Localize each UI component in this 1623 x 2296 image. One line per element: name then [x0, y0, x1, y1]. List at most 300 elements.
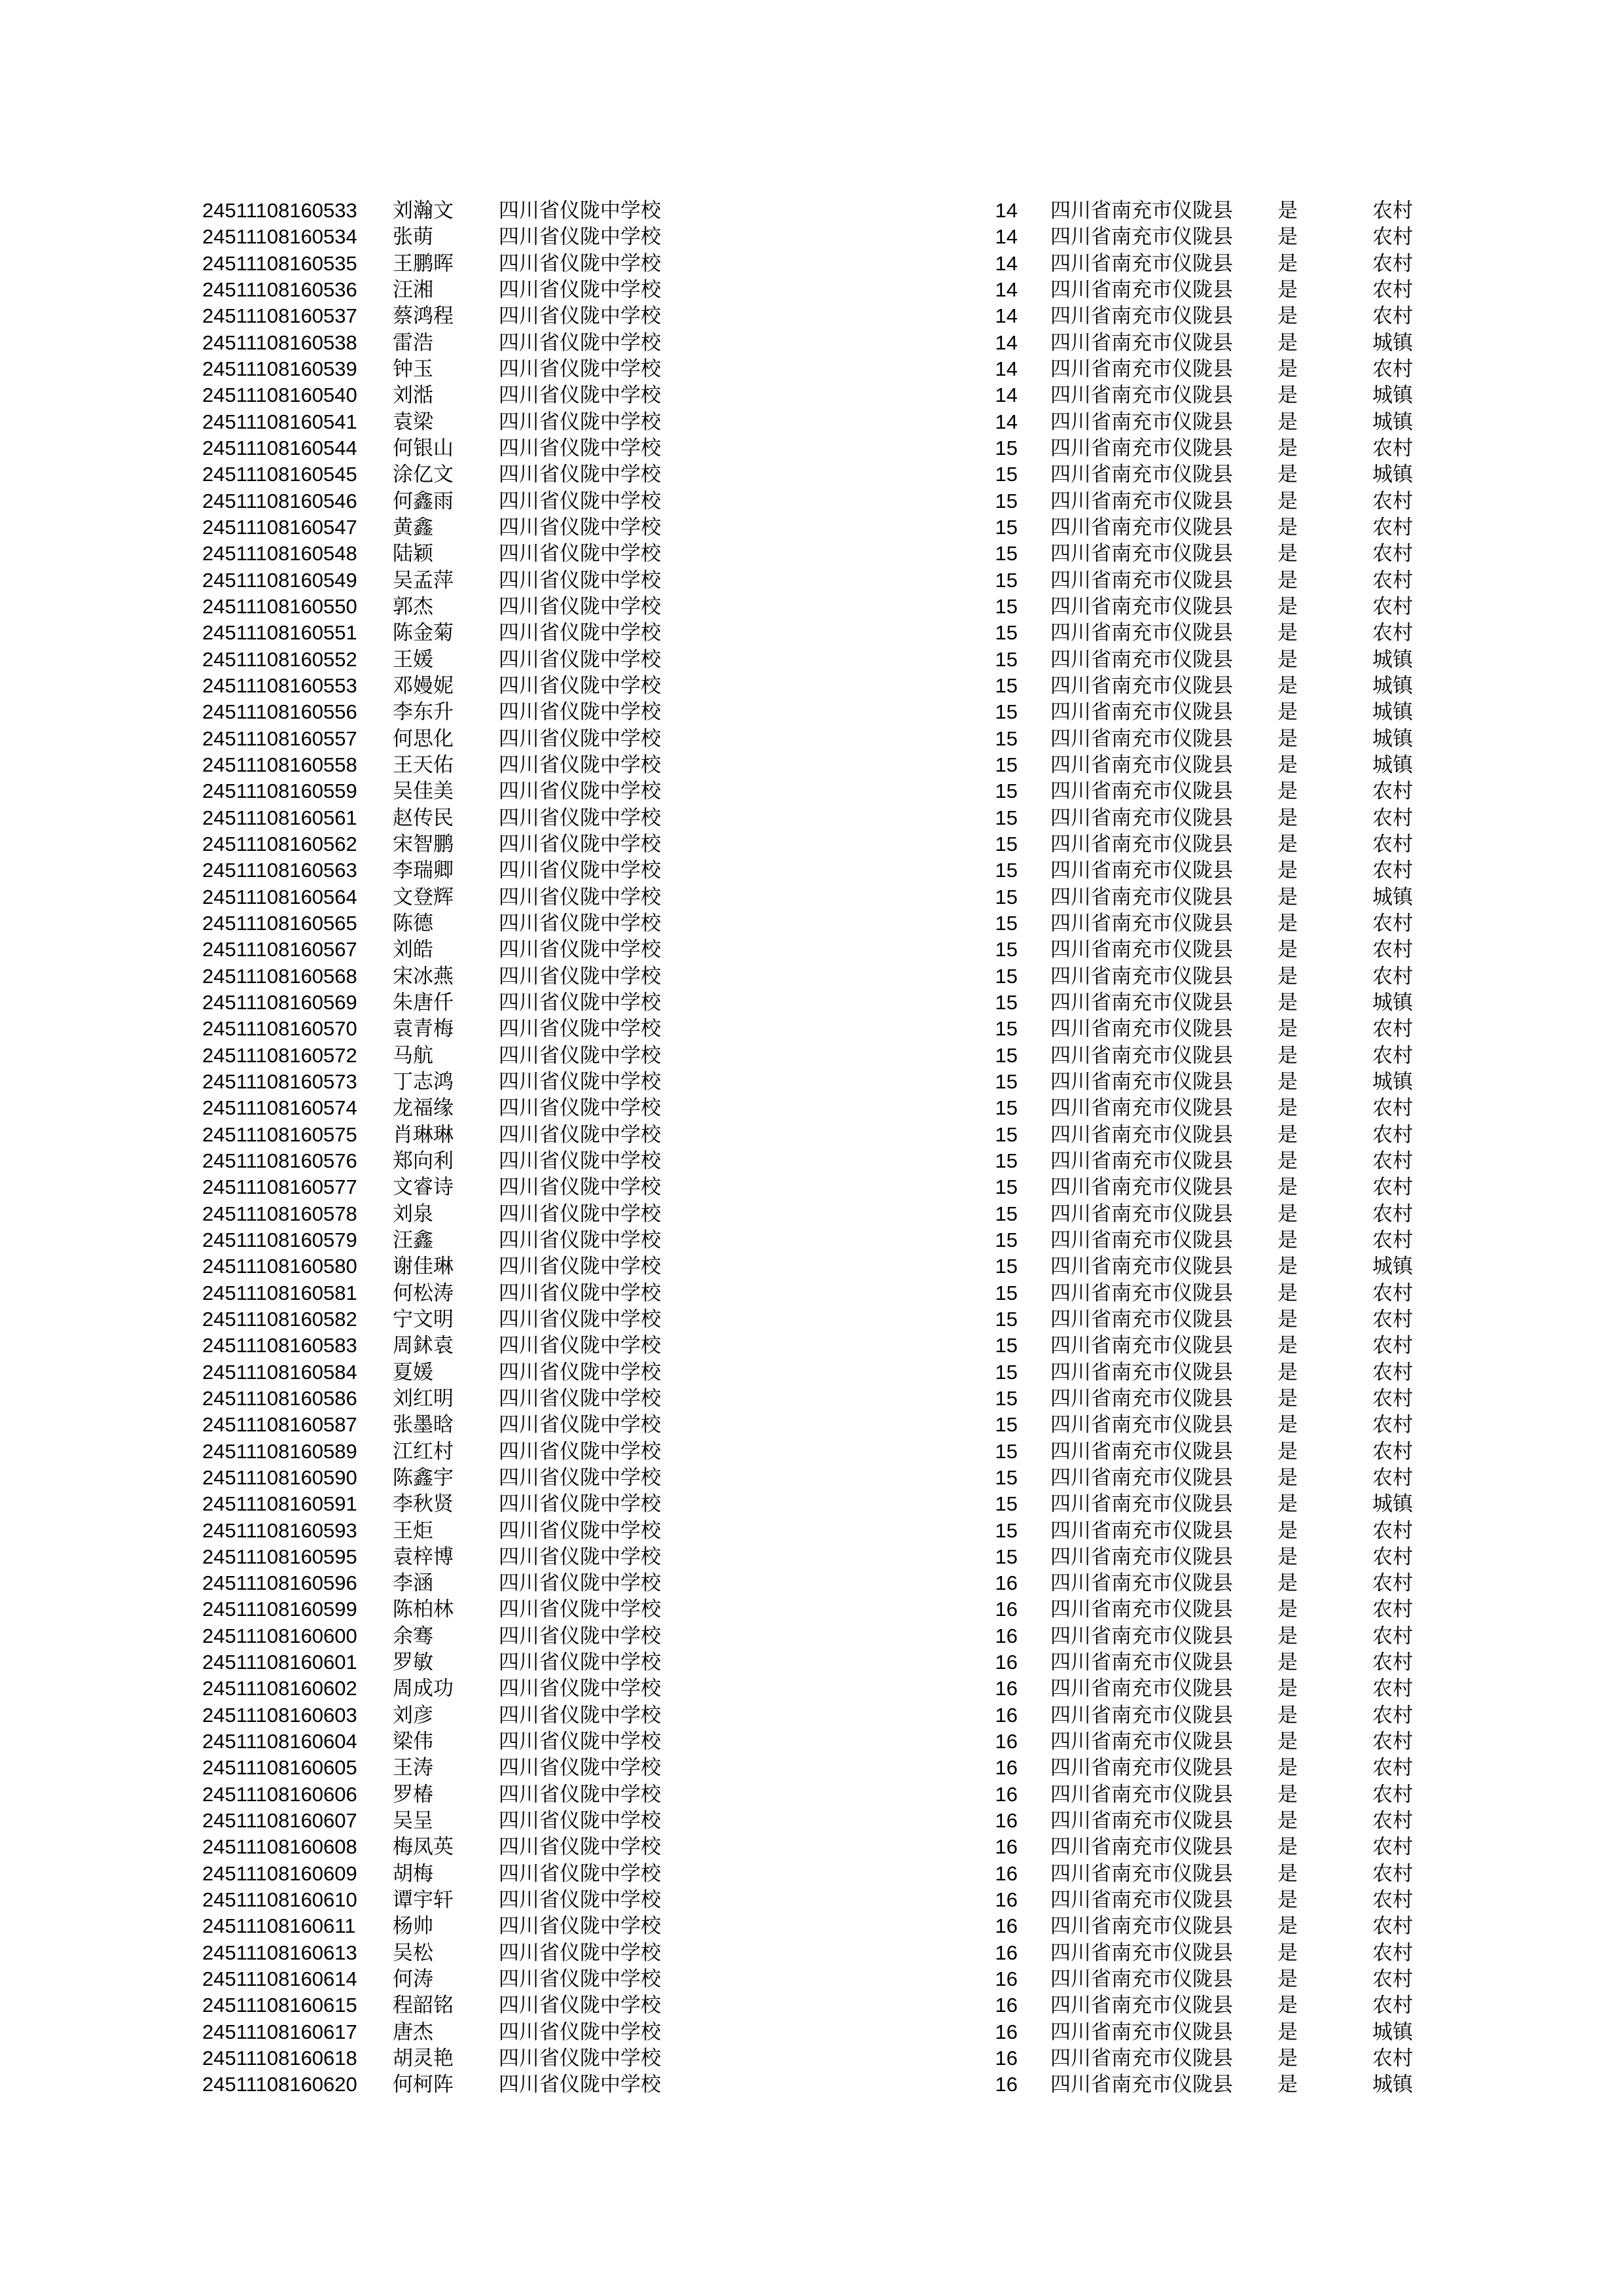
number-value: 15: [995, 832, 1018, 855]
school-name: 四川省仪陇中学校: [499, 1255, 661, 1278]
exam-number: 24511108160614: [202, 1967, 357, 1991]
school-name: 四川省仪陇中学校: [499, 1651, 661, 1674]
school-name: 四川省仪陇中学校: [499, 964, 661, 988]
flag-value: 是: [1277, 1175, 1298, 1199]
area-type: 农村: [1372, 1043, 1413, 1067]
flag-value: 是: [1277, 515, 1298, 539]
table-row: [0, 594, 1623, 620]
number-value: 15: [995, 990, 1018, 1014]
area-type: 城镇: [1372, 1492, 1413, 1516]
student-name: 张萌: [393, 225, 433, 249]
school-name: 四川省仪陇中学校: [499, 410, 661, 433]
address: 四川省南充市仪陇县: [1050, 1043, 1233, 1067]
address: 四川省南充市仪陇县: [1050, 859, 1233, 882]
address: 四川省南充市仪陇县: [1050, 1069, 1233, 1093]
exam-number: 24511108160613: [202, 1941, 357, 1964]
number-value: 15: [995, 1017, 1018, 1041]
table-row: [0, 514, 1623, 541]
exam-number: 24511108160568: [202, 964, 357, 988]
area-type: 农村: [1372, 1651, 1413, 1674]
flag-value: 是: [1277, 436, 1298, 459]
exam-number: 24511108160545: [202, 463, 357, 486]
exam-number: 24511108160569: [202, 990, 357, 1014]
exam-number: 24511108160578: [202, 1202, 357, 1225]
exam-number: 24511108160550: [202, 594, 357, 618]
flag-value: 是: [1277, 1096, 1298, 1120]
address: 四川省南充市仪陇县: [1050, 1861, 1233, 1885]
number-value: 15: [995, 515, 1018, 539]
student-name: 李涵: [393, 1571, 433, 1595]
exam-number: 24511108160573: [202, 1069, 357, 1093]
school-name: 四川省仪陇中学校: [499, 832, 661, 855]
exam-number: 24511108160537: [202, 304, 357, 328]
address: 四川省南充市仪陇县: [1050, 673, 1233, 697]
table-row: [0, 356, 1623, 382]
flag-value: 是: [1277, 726, 1298, 750]
area-type: 农村: [1372, 1941, 1413, 1964]
address: 四川省南充市仪陇县: [1050, 753, 1233, 776]
exam-number: 24511108160608: [202, 1835, 357, 1859]
area-type: 农村: [1372, 1281, 1413, 1304]
number-value: 15: [995, 885, 1018, 908]
school-name: 四川省仪陇中学校: [499, 1043, 661, 1067]
table-row: [0, 1913, 1623, 1939]
address: 四川省南充市仪陇县: [1050, 1994, 1233, 2017]
exam-number: 24511108160587: [202, 1413, 357, 1437]
number-value: 16: [995, 1994, 1018, 2017]
flag-value: 是: [1277, 1255, 1298, 1278]
number-value: 15: [995, 726, 1018, 750]
number-value: 16: [995, 1782, 1018, 1806]
exam-number: 24511108160617: [202, 2020, 357, 2043]
student-name: 夏媛: [393, 1360, 433, 1384]
student-name: 黄鑫: [393, 515, 433, 539]
address: 四川省南充市仪陇县: [1050, 647, 1233, 671]
area-type: 农村: [1372, 304, 1413, 328]
student-name: 陈柏林: [393, 1598, 454, 1621]
exam-number: 24511108160602: [202, 1677, 357, 1700]
table-row: [0, 1570, 1623, 1596]
student-name: 钟玉: [393, 357, 433, 380]
exam-number: 24511108160549: [202, 568, 357, 592]
school-name: 四川省仪陇中学校: [499, 885, 661, 908]
exam-number: 24511108160539: [202, 357, 357, 380]
table-row: [0, 1465, 1623, 1491]
school-name: 四川省仪陇中学校: [499, 726, 661, 750]
address: 四川省南充市仪陇县: [1050, 251, 1233, 275]
area-type: 农村: [1372, 1624, 1413, 1647]
table-row: [0, 1861, 1623, 1887]
table-row: [0, 1544, 1623, 1570]
exam-number: 24511108160561: [202, 806, 357, 829]
address: 四川省南充市仪陇县: [1050, 1228, 1233, 1251]
exam-number: 24511108160577: [202, 1175, 357, 1199]
address: 四川省南充市仪陇县: [1050, 1914, 1233, 1938]
school-name: 四川省仪陇中学校: [499, 304, 661, 328]
number-value: 15: [995, 1228, 1018, 1251]
exam-number: 24511108160599: [202, 1598, 357, 1621]
flag-value: 是: [1277, 1439, 1298, 1463]
flag-value: 是: [1277, 463, 1298, 486]
number-value: 15: [995, 1202, 1018, 1225]
school-name: 四川省仪陇中学校: [499, 489, 661, 512]
area-type: 农村: [1372, 1149, 1413, 1172]
address: 四川省南充市仪陇县: [1050, 1334, 1233, 1357]
number-value: 15: [995, 594, 1018, 618]
area-type: 农村: [1372, 594, 1413, 618]
student-name: 吴孟萍: [393, 568, 454, 592]
table-row: [0, 647, 1623, 673]
number-value: 15: [995, 673, 1018, 697]
table-row: [0, 1095, 1623, 1121]
number-value: 15: [995, 806, 1018, 829]
table-row: [0, 937, 1623, 963]
number-value: 16: [995, 1624, 1018, 1647]
address: 四川省南充市仪陇县: [1050, 1149, 1233, 1172]
school-name: 四川省仪陇中学校: [499, 753, 661, 776]
school-name: 四川省仪陇中学校: [499, 911, 661, 935]
flag-value: 是: [1277, 357, 1298, 380]
address: 四川省南充市仪陇县: [1050, 515, 1233, 539]
address: 四川省南充市仪陇县: [1050, 1703, 1233, 1727]
school-name: 四川省仪陇中学校: [499, 199, 661, 222]
flag-value: 是: [1277, 199, 1298, 222]
student-name: 吴松: [393, 1941, 433, 1964]
number-value: 15: [995, 489, 1018, 512]
address: 四川省南充市仪陇县: [1050, 1809, 1233, 1833]
number-value: 15: [995, 1492, 1018, 1516]
exam-number: 24511108160533: [202, 199, 357, 222]
area-type: 城镇: [1372, 647, 1413, 671]
school-name: 四川省仪陇中学校: [499, 1914, 661, 1938]
table-row: [0, 1676, 1623, 1702]
area-type: 农村: [1372, 1360, 1413, 1384]
table-row: [0, 1386, 1623, 1412]
student-name: 王炬: [393, 1518, 433, 1542]
number-value: 15: [995, 1149, 1018, 1172]
table-row: [0, 620, 1623, 646]
school-name: 四川省仪陇中学校: [499, 1281, 661, 1304]
exam-number: 24511108160562: [202, 832, 357, 855]
table-row: [0, 2045, 1623, 2072]
flag-value: 是: [1277, 1465, 1298, 1489]
school-name: 四川省仪陇中学校: [499, 1175, 661, 1199]
flag-value: 是: [1277, 1413, 1298, 1437]
student-name: 胡梅: [393, 1861, 433, 1885]
flag-value: 是: [1277, 1122, 1298, 1146]
area-type: 农村: [1372, 1967, 1413, 1991]
student-name: 宁文明: [393, 1307, 454, 1331]
table-row: [0, 1887, 1623, 1913]
address: 四川省南充市仪陇县: [1050, 990, 1233, 1014]
exam-number: 24511108160580: [202, 1255, 357, 1278]
flag-value: 是: [1277, 410, 1298, 433]
flag-value: 是: [1277, 542, 1298, 565]
table-row: [0, 1439, 1623, 1465]
table-row: [0, 910, 1623, 937]
student-name: 胡灵艳: [393, 2047, 454, 2070]
number-value: 15: [995, 780, 1018, 803]
address: 四川省南充市仪陇县: [1050, 1598, 1233, 1621]
table-row: [0, 1359, 1623, 1386]
address: 四川省南充市仪陇县: [1050, 726, 1233, 750]
address: 四川省南充市仪陇县: [1050, 1624, 1233, 1647]
area-type: 农村: [1372, 1545, 1413, 1568]
address: 四川省南充市仪陇县: [1050, 1122, 1233, 1146]
address: 四川省南充市仪陇县: [1050, 1730, 1233, 1753]
area-type: 农村: [1372, 1571, 1413, 1595]
table-row: [0, 805, 1623, 831]
number-value: 14: [995, 331, 1018, 354]
student-name: 刘红明: [393, 1386, 454, 1410]
exam-number: 24511108160620: [202, 2073, 357, 2096]
school-name: 四川省仪陇中学校: [499, 1545, 661, 1568]
address: 四川省南充市仪陇县: [1050, 1651, 1233, 1674]
exam-number: 24511108160618: [202, 2047, 357, 2070]
area-type: 农村: [1372, 911, 1413, 935]
table-row: [0, 1043, 1623, 1069]
exam-number: 24511108160611: [202, 1914, 356, 1938]
school-name: 四川省仪陇中学校: [499, 463, 661, 486]
number-value: 16: [995, 2020, 1018, 2043]
student-name: 肖琳琳: [393, 1122, 454, 1146]
number-value: 15: [995, 1307, 1018, 1331]
address: 四川省南充市仪陇县: [1050, 384, 1233, 407]
table-row: [0, 1333, 1623, 1359]
flag-value: 是: [1277, 1835, 1298, 1859]
student-name: 王鹏晖: [393, 251, 454, 275]
address: 四川省南充市仪陇县: [1050, 938, 1233, 961]
student-name: 何鑫雨: [393, 489, 454, 512]
address: 四川省南充市仪陇县: [1050, 1096, 1233, 1120]
address: 四川省南充市仪陇县: [1050, 1413, 1233, 1437]
exam-number: 24511108160544: [202, 436, 357, 459]
address: 四川省南充市仪陇县: [1050, 700, 1233, 724]
number-value: 14: [995, 357, 1018, 380]
exam-number: 24511108160556: [202, 700, 357, 724]
number-value: 15: [995, 1043, 1018, 1067]
address: 四川省南充市仪陇县: [1050, 1202, 1233, 1225]
exam-number: 24511108160567: [202, 938, 357, 961]
address: 四川省南充市仪陇县: [1050, 1967, 1233, 1991]
number-value: 15: [995, 1096, 1018, 1120]
flag-value: 是: [1277, 1571, 1298, 1595]
school-name: 四川省仪陇中学校: [499, 357, 661, 380]
number-value: 16: [995, 1730, 1018, 1753]
number-value: 16: [995, 2047, 1018, 2070]
student-name: 周成功: [393, 1677, 454, 1700]
table-row: [0, 567, 1623, 594]
address: 四川省南充市仪陇县: [1050, 1677, 1233, 1700]
exam-number: 24511108160536: [202, 278, 357, 301]
school-name: 四川省仪陇中学校: [499, 1730, 661, 1753]
area-type: 城镇: [1372, 1069, 1413, 1093]
area-type: 农村: [1372, 1175, 1413, 1199]
area-type: 农村: [1372, 1334, 1413, 1357]
area-type: 城镇: [1372, 1255, 1413, 1278]
address: 四川省南充市仪陇县: [1050, 436, 1233, 459]
flag-value: 是: [1277, 594, 1298, 618]
number-value: 16: [995, 1677, 1018, 1700]
address: 四川省南充市仪陇县: [1050, 1756, 1233, 1780]
school-name: 四川省仪陇中学校: [499, 594, 661, 618]
student-name: 刘彦: [393, 1703, 433, 1727]
address: 四川省南充市仪陇县: [1050, 1941, 1233, 1964]
area-type: 城镇: [1372, 2073, 1413, 2096]
area-type: 农村: [1372, 1518, 1413, 1542]
area-type: 农村: [1372, 1782, 1413, 1806]
table-row: [0, 303, 1623, 329]
area-type: 城镇: [1372, 331, 1413, 354]
number-value: 15: [995, 1413, 1018, 1437]
flag-value: 是: [1277, 568, 1298, 592]
area-type: 城镇: [1372, 673, 1413, 697]
flag-value: 是: [1277, 1281, 1298, 1304]
school-name: 四川省仪陇中学校: [499, 1413, 661, 1437]
table-row: [0, 699, 1623, 725]
number-value: 15: [995, 1122, 1018, 1146]
address: 四川省南充市仪陇县: [1050, 1360, 1233, 1384]
flag-value: 是: [1277, 304, 1298, 328]
flag-value: 是: [1277, 1994, 1298, 2017]
table-row: [0, 884, 1623, 910]
table-row: [0, 1518, 1623, 1544]
flag-value: 是: [1277, 1149, 1298, 1172]
table-row: [0, 1253, 1623, 1280]
flag-value: 是: [1277, 1730, 1298, 1753]
school-name: 四川省仪陇中学校: [499, 1096, 661, 1120]
number-value: 15: [995, 1439, 1018, 1463]
flag-value: 是: [1277, 911, 1298, 935]
student-name: 袁梁: [393, 410, 433, 433]
area-type: 城镇: [1372, 726, 1413, 750]
address: 四川省南充市仪陇县: [1050, 1545, 1233, 1568]
flag-value: 是: [1277, 753, 1298, 776]
table-row: [0, 1649, 1623, 1676]
flag-value: 是: [1277, 885, 1298, 908]
student-name: 周鉥袁: [393, 1334, 454, 1357]
student-name: 袁青梅: [393, 1017, 454, 1041]
number-value: 15: [995, 1518, 1018, 1542]
student-name: 朱唐仟: [393, 990, 454, 1014]
number-value: 15: [995, 1386, 1018, 1410]
flag-value: 是: [1277, 647, 1298, 671]
student-name: 雷浩: [393, 331, 433, 354]
student-name: 梅凤英: [393, 1835, 454, 1859]
area-type: 农村: [1372, 1861, 1413, 1885]
area-type: 农村: [1372, 859, 1413, 882]
number-value: 15: [995, 753, 1018, 776]
number-value: 14: [995, 251, 1018, 275]
student-name: 张墨晗: [393, 1413, 454, 1437]
flag-value: 是: [1277, 938, 1298, 961]
area-type: 农村: [1372, 1835, 1413, 1859]
school-name: 四川省仪陇中学校: [499, 331, 661, 354]
address: 四川省南充市仪陇县: [1050, 489, 1233, 512]
flag-value: 是: [1277, 859, 1298, 882]
school-name: 四川省仪陇中学校: [499, 1439, 661, 1463]
school-name: 四川省仪陇中学校: [499, 1782, 661, 1806]
flag-value: 是: [1277, 1677, 1298, 1700]
flag-value: 是: [1277, 1518, 1298, 1542]
table-row: [0, 1280, 1623, 1306]
flag-value: 是: [1277, 1651, 1298, 1674]
number-value: 15: [995, 700, 1018, 724]
table-row: [0, 1623, 1623, 1649]
table-row: [0, 857, 1623, 884]
address: 四川省南充市仪陇县: [1050, 2073, 1233, 2096]
area-type: 城镇: [1372, 700, 1413, 724]
area-type: 农村: [1372, 832, 1413, 855]
student-name: 陈鑫宇: [393, 1465, 454, 1489]
area-type: 城镇: [1372, 410, 1413, 433]
exam-number: 24511108160586: [202, 1386, 357, 1410]
student-name: 王天佑: [393, 753, 454, 776]
area-type: 农村: [1372, 1122, 1413, 1146]
area-type: 农村: [1372, 1756, 1413, 1780]
number-value: 16: [995, 1861, 1018, 1885]
school-name: 四川省仪陇中学校: [499, 1465, 661, 1489]
table-row: [0, 382, 1623, 408]
school-name: 四川省仪陇中学校: [499, 1360, 661, 1384]
school-name: 四川省仪陇中学校: [499, 542, 661, 565]
school-name: 四川省仪陇中学校: [499, 990, 661, 1014]
area-type: 农村: [1372, 542, 1413, 565]
school-name: 四川省仪陇中学校: [499, 1518, 661, 1542]
flag-value: 是: [1277, 990, 1298, 1014]
address: 四川省南充市仪陇县: [1050, 1255, 1233, 1278]
student-name: 李瑞卿: [393, 859, 454, 882]
table-row: [0, 1966, 1623, 1992]
flag-value: 是: [1277, 1888, 1298, 1912]
flag-value: 是: [1277, 1360, 1298, 1384]
exam-number: 24511108160564: [202, 885, 357, 908]
exam-number: 24511108160535: [202, 251, 357, 275]
address: 四川省南充市仪陇县: [1050, 1439, 1233, 1463]
address: 四川省南充市仪陇县: [1050, 1017, 1233, 1041]
table-row: [0, 541, 1623, 567]
table-row: [0, 277, 1623, 303]
school-name: 四川省仪陇中学校: [499, 1149, 661, 1172]
student-name: 杨帅: [393, 1914, 433, 1938]
address: 四川省南充市仪陇县: [1050, 1386, 1233, 1410]
area-type: 城镇: [1372, 753, 1413, 776]
address: 四川省南充市仪陇县: [1050, 357, 1233, 380]
area-type: 农村: [1372, 938, 1413, 961]
exam-number: 24511108160591: [202, 1492, 357, 1516]
flag-value: 是: [1277, 489, 1298, 512]
flag-value: 是: [1277, 780, 1298, 803]
area-type: 农村: [1372, 1465, 1413, 1489]
school-name: 四川省仪陇中学校: [499, 251, 661, 275]
flag-value: 是: [1277, 1703, 1298, 1727]
area-type: 农村: [1372, 357, 1413, 380]
address: 四川省南充市仪陇县: [1050, 1307, 1233, 1331]
exam-number: 24511108160546: [202, 489, 357, 512]
student-name: 何柯阵: [393, 2073, 454, 2096]
school-name: 四川省仪陇中学校: [499, 1598, 661, 1621]
exam-number: 24511108160574: [202, 1096, 357, 1120]
table-row: [0, 831, 1623, 857]
number-value: 15: [995, 647, 1018, 671]
school-name: 四川省仪陇中学校: [499, 1492, 661, 1516]
number-value: 15: [995, 568, 1018, 592]
student-name: 邓嫚妮: [393, 673, 454, 697]
area-type: 农村: [1372, 225, 1413, 249]
table-row: [0, 1122, 1623, 1148]
table-row: [0, 1782, 1623, 1808]
table-row: [0, 409, 1623, 435]
